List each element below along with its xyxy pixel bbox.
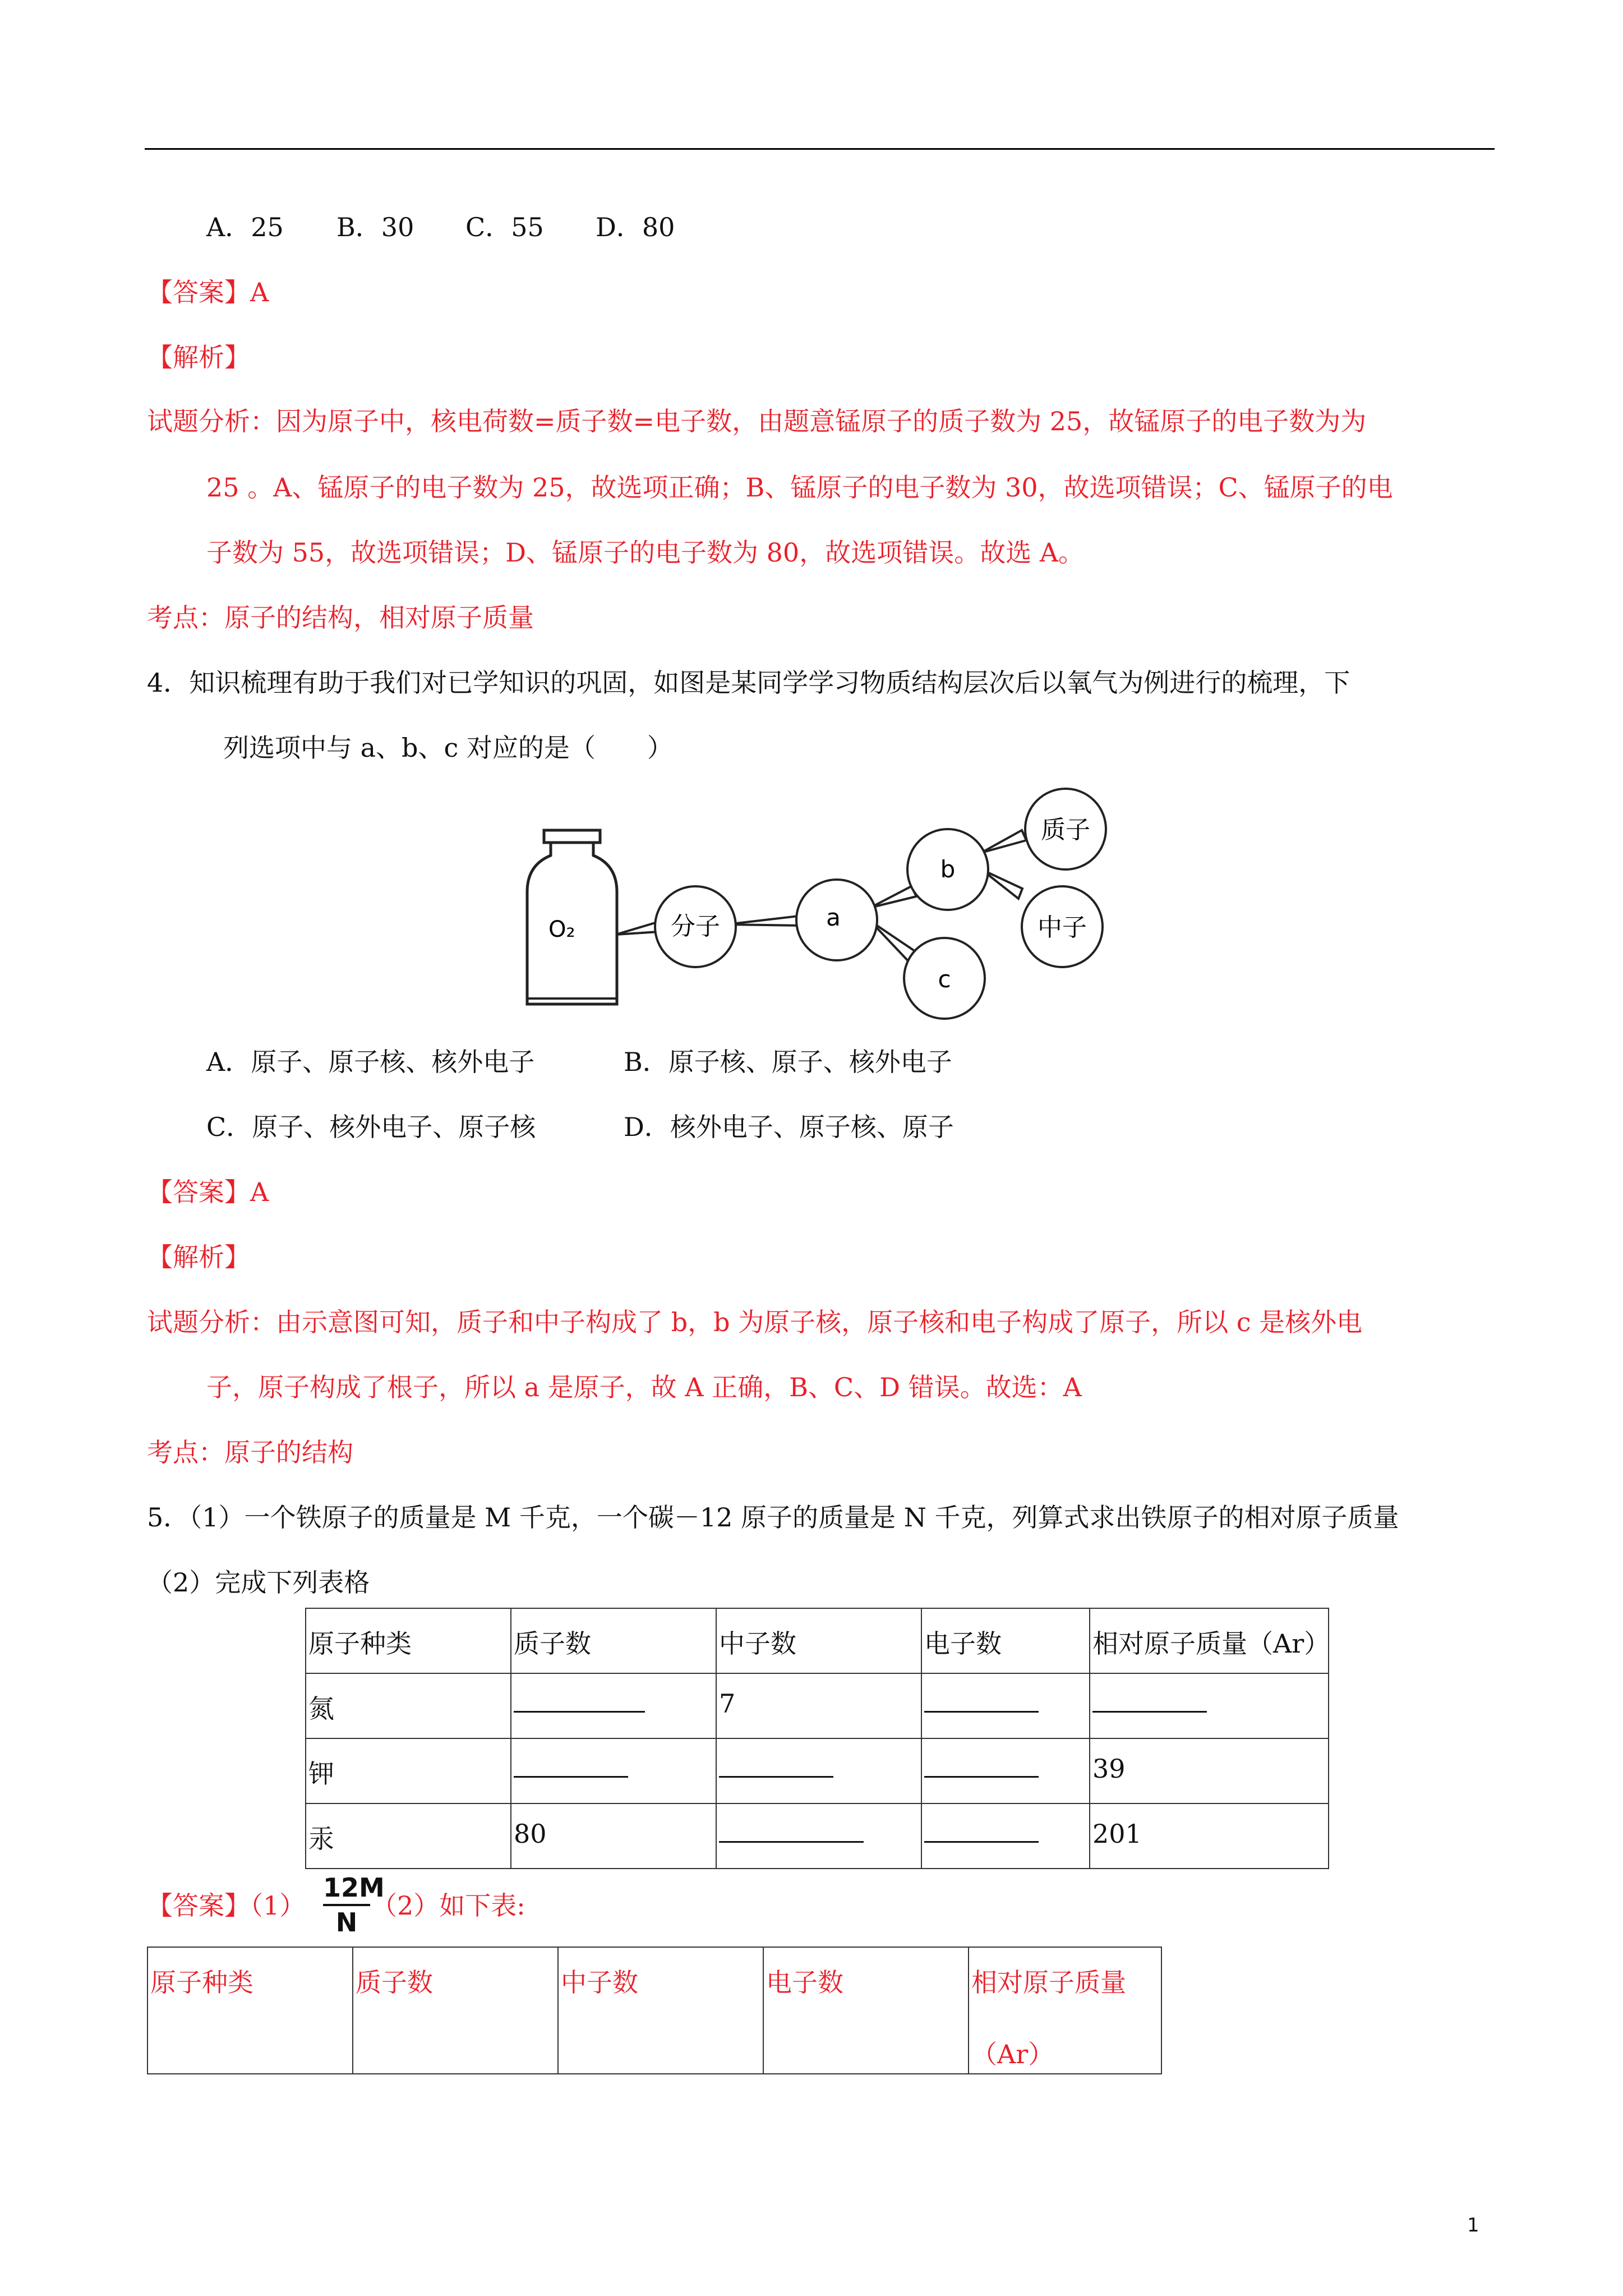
table-cell: 201 — [1090, 1803, 1329, 1869]
bottle-label: O₂ — [548, 917, 575, 942]
header-line-2: （Ar） — [971, 2039, 1054, 2069]
table-cell-blank[interactable] — [716, 1738, 921, 1803]
q4-option-c: C．原子、核外电子、原子核 — [206, 1112, 536, 1142]
q5-answer — [147, 1890, 306, 1921]
q3-analysis-line-3: 子数为 55，故选项错误；D、锰原子的电子数为 80，故选项错误。故选 A。 — [206, 537, 1085, 568]
q3-option-d: D．80 — [596, 212, 675, 242]
answer-blank — [1092, 1694, 1207, 1713]
header-line-1: 相对原子质量 — [971, 1967, 1126, 1998]
table-cell: 7 — [716, 1673, 921, 1738]
table-cell-blank[interactable] — [716, 1803, 921, 1869]
q4-analysis-label: 【解析】 — [147, 1242, 250, 1272]
table-cell-blank[interactable] — [921, 1673, 1090, 1738]
table-row — [306, 1738, 1329, 1803]
table-row — [306, 1803, 1329, 1869]
table-cell-blank[interactable] — [511, 1738, 716, 1803]
q4-stem-line-1: 4．知识梳理有助于我们对已学知识的巩固，如图是某同学学习物质结构层次后以氧气为例进行的梳理，下 — [147, 668, 1350, 698]
answer-part-1: （1） — [250, 1890, 306, 1921]
answer-blank — [514, 1759, 628, 1778]
q3-analysis-label: 【解析】 — [147, 342, 250, 372]
answer-fraction — [323, 1872, 385, 1938]
q3-knowledge-point: 考点：原子的结构，相对原子质量 — [147, 602, 534, 633]
table-cell: 钾 — [306, 1738, 511, 1803]
q4-option-d: D．核外电子、原子核、原子 — [624, 1112, 954, 1142]
table-cell-blank[interactable] — [921, 1803, 1090, 1869]
q4-option-a: A．原子、原子核、核外电子 — [206, 1047, 535, 1077]
fraction-bar — [323, 1904, 370, 1906]
q4-knowledge-point: 考点：原子的结构 — [147, 1437, 353, 1467]
table-header-cell: 相对原子质量（Ar） — [1090, 1608, 1329, 1673]
answer-value: A — [250, 277, 269, 307]
structure-diagram — [516, 769, 1122, 1038]
q4-option-b: B．原子核、原子、核外电子 — [624, 1047, 952, 1077]
q3-options — [206, 214, 675, 240]
node-proton-label: 质子 — [1041, 816, 1090, 844]
table-cell-blank[interactable] — [921, 1738, 1090, 1803]
node-molecule-label: 分子 — [671, 912, 720, 941]
answer-label: 【答案】 — [147, 1177, 250, 1207]
node-a-label: a — [826, 904, 841, 931]
table-row — [306, 1673, 1329, 1738]
table-header-cell: 原子种类 — [306, 1608, 511, 1673]
q3-answer — [147, 279, 269, 305]
page-number: 1 — [1467, 2214, 1479, 2237]
fraction-numerator: 12M — [323, 1872, 385, 1903]
answer-blank — [514, 1694, 645, 1713]
pointer-b-proton — [981, 830, 1026, 853]
q5-answer-table — [147, 1947, 1162, 2074]
pointer-molecule-a — [726, 915, 803, 926]
bottle-stopper — [544, 830, 600, 843]
answer-blank — [924, 1759, 1039, 1778]
table-cell-blank[interactable] — [1090, 1673, 1329, 1738]
q4-answer — [147, 1179, 269, 1205]
answer-blank — [924, 1824, 1039, 1843]
table-cell: 39 — [1090, 1738, 1329, 1803]
node-c-label: c — [938, 965, 951, 993]
q3-option-c: C．55 — [465, 212, 544, 242]
q5-question-table — [305, 1608, 1329, 1869]
table-header-cell — [969, 1947, 1161, 2074]
table-cell: 氮 — [306, 1673, 511, 1738]
answer-blank — [719, 1759, 833, 1778]
table-header-cell: 质子数 — [511, 1608, 716, 1673]
node-b-label: b — [940, 855, 956, 883]
answer-blank — [924, 1694, 1039, 1713]
q3-option-a: A．25 — [206, 212, 284, 242]
table-cell: 80 — [511, 1803, 716, 1869]
table-header-cell: 电子数 — [921, 1608, 1090, 1673]
q4-analysis-line-1: 试题分析：由示意图可知，质子和中子构成了 b，b 为原子核，原子核和电子构成了原子，所以 c 是核外电 — [147, 1307, 1363, 1337]
q5-stem-line-2: （2）完成下列表格 — [147, 1567, 370, 1598]
header-rule — [145, 148, 1495, 150]
q3-analysis-line-1: 试题分析：因为原子中，核电荷数=质子数=电子数，由题意锰原子的质子数为 25，故锰原子的电子数为为 — [147, 406, 1367, 436]
answer-value: A — [250, 1177, 269, 1207]
table-header-cell: 质子数 — [353, 1947, 558, 2074]
q5-answer-part-2: （2）如下表: — [371, 1890, 525, 1921]
fraction-denominator: N — [335, 1907, 358, 1938]
node-neutron-label: 中子 — [1038, 913, 1087, 942]
pointer-a-b — [870, 886, 916, 908]
table-cell: 汞 — [306, 1803, 511, 1869]
answer-blank — [719, 1824, 864, 1843]
table-header-cell: 电子数 — [763, 1947, 969, 2074]
table-header-row — [306, 1608, 1329, 1673]
answer-label: 【答案】 — [147, 277, 250, 307]
table-header-cell: 中子数 — [558, 1947, 763, 2074]
q4-stem-line-2: 列选项中与 a、b、c 对应的是（ ） — [223, 733, 673, 763]
q4-analysis-line-2: 子，原子构成了根子，所以 a 是原子，故 A 正确，B、C、D 错误。故选：A — [206, 1372, 1082, 1402]
table-header-row — [147, 1947, 1161, 2074]
table-cell-blank[interactable] — [511, 1673, 716, 1738]
answer-label: 【答案】 — [147, 1890, 250, 1921]
q3-analysis-line-2: 25 。A、锰原子的电子数为 25，故选项正确；B、锰原子的电子数为 30，故选项错误；C、锰原子的电 — [206, 472, 1393, 503]
table-header-cell: 原子种类 — [147, 1947, 353, 2074]
table-header-cell: 中子数 — [716, 1608, 921, 1673]
q3-option-b: B．30 — [336, 212, 414, 242]
q5-stem-line-1: 5．（1）一个铁原子的质量是 M 千克，一个碳－12 原子的质量是 N 千克，列算式求出铁原子的相对原子质量 — [147, 1502, 1399, 1533]
